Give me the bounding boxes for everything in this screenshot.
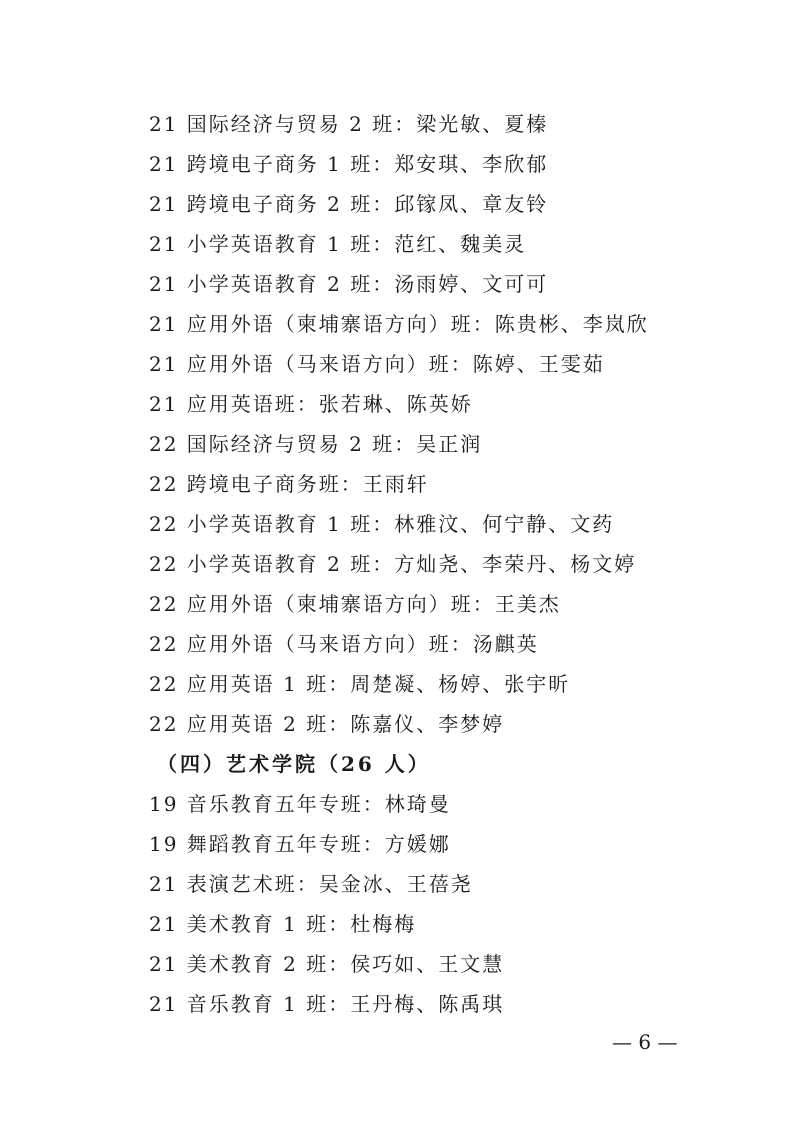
list-item: 21 应用外语（柬埔寨语方向）班：陈贵彬、李岚欣 [149, 312, 649, 336]
list-item: 19 舞蹈教育五年专班：方媛娜 [149, 832, 451, 856]
section-heading: （四）艺术学院（26 人） [157, 752, 431, 776]
list-item: 22 国际经济与贸易 2 班：吴正润 [149, 432, 483, 456]
list-item: 22 小学英语教育 2 班：方灿尧、李荣丹、杨文婷 [149, 552, 637, 576]
list-item: 21 小学英语教育 1 班：范红、魏美灵 [149, 232, 527, 256]
list-item: 22 小学英语教育 1 班：林雅汶、何宁静、文药 [149, 512, 615, 536]
list-item: 21 跨境电子商务 1 班：郑安琪、李欣郁 [149, 152, 549, 176]
list-item: 21 国际经济与贸易 2 班：梁光敏、夏榛 [149, 112, 549, 136]
list-item: 21 表演艺术班：吴金冰、王蓓尧 [149, 872, 473, 896]
list-item: 22 应用外语（柬埔寨语方向）班：王美杰 [149, 592, 561, 616]
list-item: 21 美术教育 2 班：侯巧如、王文慧 [149, 952, 505, 976]
list-item: 19 音乐教育五年专班：林琦曼 [149, 792, 451, 816]
list-item: 21 小学英语教育 2 班：汤雨婷、文可可 [149, 272, 549, 296]
list-item: 21 跨境电子商务 2 班：邱镓凤、章友铃 [149, 192, 549, 216]
list-item: 21 音乐教育 1 班：王丹梅、陈禹琪 [149, 992, 505, 1016]
page-number: — 6 — [612, 1030, 678, 1054]
list-item: 22 应用英语 1 班：周楚凝、杨婷、张宇昕 [149, 672, 571, 696]
list-item: 21 美术教育 1 班：杜梅梅 [149, 912, 417, 936]
list-item: 21 应用外语（马来语方向）班：陈婷、王雯茹 [149, 352, 605, 376]
list-item: 22 应用外语（马来语方向）班：汤麒英 [149, 632, 539, 656]
list-item: 22 跨境电子商务班：王雨轩 [149, 472, 429, 496]
document-body [149, 104, 709, 1024]
list-item: 22 应用英语 2 班：陈嘉仪、李梦婷 [149, 712, 505, 736]
list-item: 21 应用英语班：张若琳、陈英娇 [149, 392, 473, 416]
